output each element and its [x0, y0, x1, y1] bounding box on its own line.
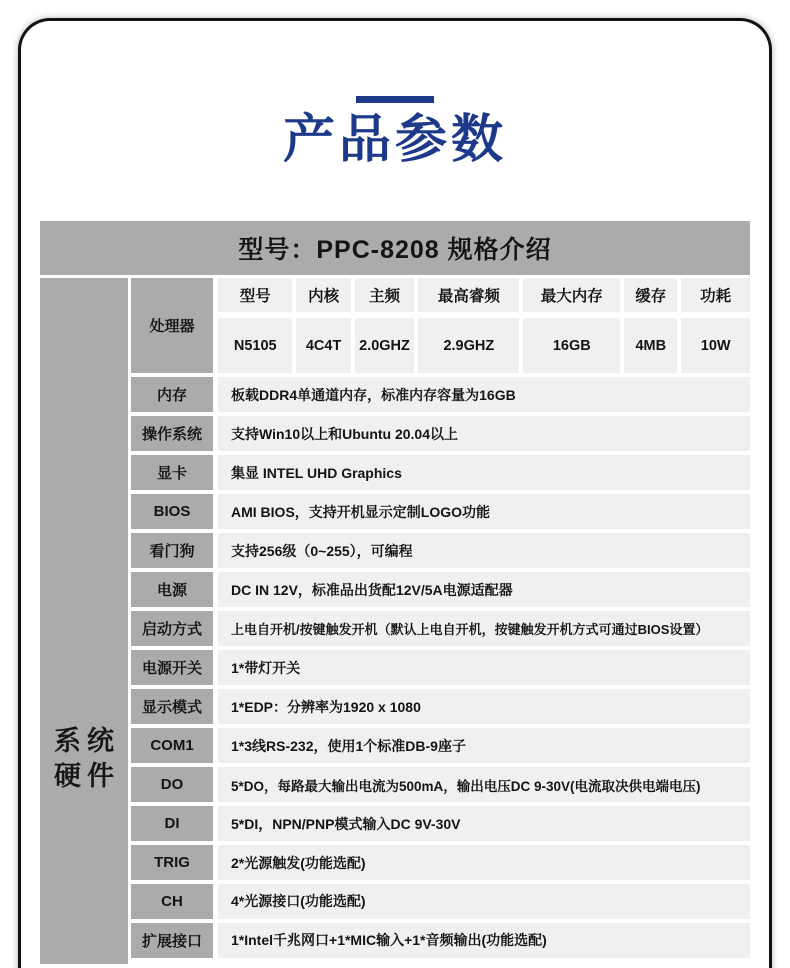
- processor-subtable: [218, 278, 750, 373]
- table-row: [131, 650, 750, 685]
- row-label: 电源开关: [131, 650, 213, 685]
- row-label: 操作系统: [131, 416, 213, 451]
- row-value: 1*EDP：分辨率为1920 x 1080: [218, 689, 750, 724]
- table-row: [131, 884, 750, 919]
- spec-table: [40, 278, 750, 964]
- row-label: TRIG: [131, 845, 213, 880]
- processor-subtable-header: [218, 278, 750, 312]
- row-label: COM1: [131, 728, 213, 763]
- row-value: DC IN 12V，标准品出货配12V/5A电源适配器: [218, 572, 750, 607]
- cell-value: 2.9GHZ: [418, 318, 519, 373]
- table-row: [131, 923, 750, 958]
- column-header: 内核: [296, 278, 350, 312]
- row-label: 处理器: [131, 278, 213, 373]
- table-row: [131, 494, 750, 529]
- section-label-line2: 硬件: [54, 761, 120, 791]
- table-row: [131, 377, 750, 412]
- model-header-bar: 型号：PPC-8208 规格介绍: [40, 221, 750, 275]
- row-value: 1*3线RS-232，使用1个标准DB-9座子: [218, 728, 750, 763]
- row-label: 内存: [131, 377, 213, 412]
- cell-value: N5105: [218, 318, 292, 373]
- column-header: 最高睿频: [418, 278, 519, 312]
- cell-value: 16GB: [523, 318, 620, 373]
- cell-value: 10W: [681, 318, 750, 373]
- row-value: 4*光源接口(功能选配): [218, 884, 750, 919]
- table-row: [131, 572, 750, 607]
- cell-value: 2.0GHZ: [355, 318, 415, 373]
- row-label: CH: [131, 884, 213, 919]
- row-value: 集显 INTEL UHD Graphics: [218, 455, 750, 490]
- row-value: 5*DO，每路最大输出电流为500mA，输出电压DC 9-30V(电流取决供电端电压): [218, 767, 750, 802]
- row-value: 1*Intel千兆网口+1*MIC输入+1*音频输出(功能选配): [218, 923, 750, 958]
- table-row: [131, 728, 750, 763]
- row-label: DI: [131, 806, 213, 841]
- row-value: 1*带灯开关: [218, 650, 750, 685]
- row-label: 扩展接口: [131, 923, 213, 958]
- title-accent-dash: [356, 96, 434, 103]
- section-column-system-hardware: [40, 278, 128, 964]
- section-label: [40, 724, 128, 794]
- table-row: [131, 767, 750, 802]
- table-row-processor: [131, 278, 750, 373]
- cell-value: 4C4T: [296, 318, 350, 373]
- row-label: 电源: [131, 572, 213, 607]
- column-header: 型号: [218, 278, 292, 312]
- row-value: 上电自开机/按键触发开机（默认上电自开机，按键触发开机方式可通过BIOS设置）: [218, 611, 750, 646]
- row-label: BIOS: [131, 494, 213, 529]
- table-row: [131, 845, 750, 880]
- row-value: AMI BIOS，支持开机显示定制LOGO功能: [218, 494, 750, 529]
- row-value: 支持Win10以上和Ubuntu 20.04以上: [218, 416, 750, 451]
- table-row: [131, 416, 750, 451]
- row-label: 显卡: [131, 455, 213, 490]
- section-label-line1: 系统: [54, 726, 120, 756]
- row-label: 显示模式: [131, 689, 213, 724]
- table-row: [131, 806, 750, 841]
- spec-rows: [131, 278, 750, 964]
- row-value: 板载DDR4单通道内存，标准内存容量为16GB: [218, 377, 750, 412]
- row-value: 2*光源触发(功能选配): [218, 845, 750, 880]
- page-title: 产品参数: [282, 111, 507, 169]
- cell-value: 4MB: [624, 318, 677, 373]
- table-row: [131, 689, 750, 724]
- row-value: 5*DI，NPN/PNP模式输入DC 9V-30V: [218, 806, 750, 841]
- row-label: 看门狗: [131, 533, 213, 568]
- processor-subtable-values: [218, 318, 750, 373]
- row-value: 支持256级（0~255），可编程: [218, 533, 750, 568]
- column-header: 功耗: [681, 278, 750, 312]
- row-label: DO: [131, 767, 213, 802]
- column-header: 缓存: [624, 278, 677, 312]
- column-header: 主频: [355, 278, 415, 312]
- table-row: [131, 611, 750, 646]
- table-row: [131, 455, 750, 490]
- table-row: [131, 533, 750, 568]
- row-label: 启动方式: [131, 611, 213, 646]
- column-header: 最大内存: [523, 278, 620, 312]
